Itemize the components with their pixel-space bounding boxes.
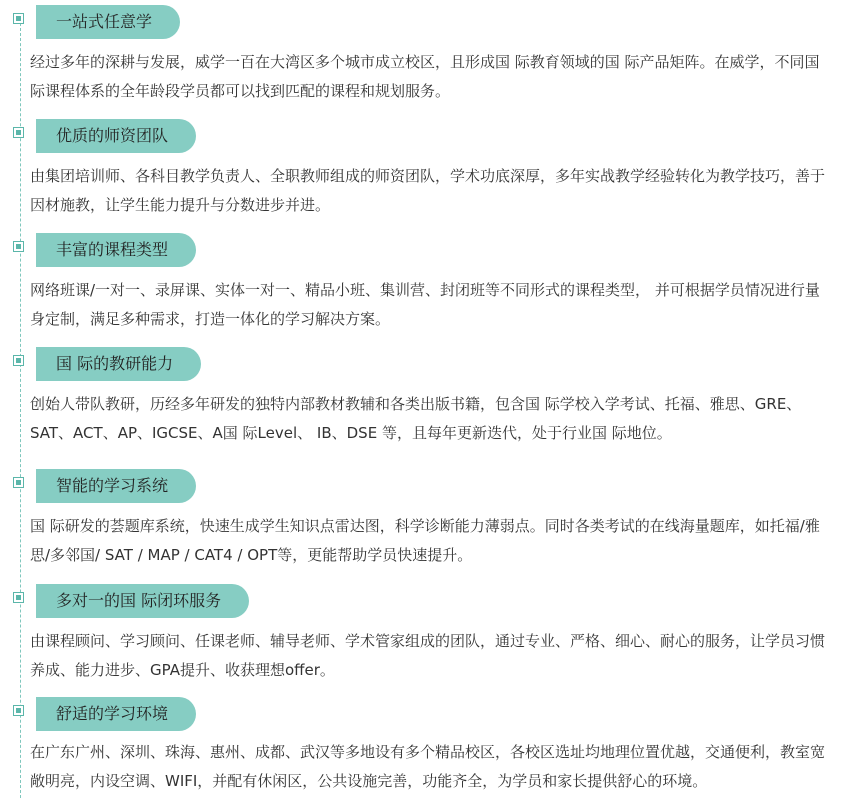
square-bullet-icon xyxy=(13,477,24,488)
section-body: 由集团培训师、各科目教学负责人、全职教师组成的师资团队，学术功底深厚，多年实战教学经验转化为教学技巧，善于因材施教，让学生能力提升与分数进步并进。 xyxy=(30,167,826,214)
square-bullet-icon xyxy=(13,13,24,24)
square-bullet-icon xyxy=(13,592,24,603)
section-body: 创始人带队教研，历经多年研发的独特内部教材教辅和各类出版书籍，包含国 际学校入学考试、托福、雅思、GRE、SAT、ACT、AP、IGCSE、A国 际Level、 IB、DSE 等，且每年更新迭代，处于行业国 际地位。 xyxy=(30,395,802,442)
section-title: 优质的师资团队 xyxy=(36,119,196,153)
section-title: 国 际的教研能力 xyxy=(36,347,201,381)
section-body: 经过多年的深耕与发展，威学一百在大湾区多个城市成立校区，且形成国 际教育领域的国 际产品矩阵。在威学，不同国 际课程体系的全年龄段学员都可以找到匹配的课程和规划服务。 xyxy=(30,53,820,100)
section-title: 智能的学习系统 xyxy=(36,469,196,503)
section-title: 多对一的国 际闭环服务 xyxy=(36,584,249,618)
section-title: 舒适的学习环境 xyxy=(36,697,196,731)
section-title: 一站式任意学 xyxy=(36,5,180,39)
square-bullet-icon xyxy=(13,241,24,252)
section-body: 由课程顾问、学习顾问、任课老师、辅导老师、学术管家组成的团队，通过专业、严格、细心、耐心的服务，让学员习惯养成、能力进步、GPA提升、收获理想offer。 xyxy=(30,632,826,679)
square-bullet-icon xyxy=(13,127,24,138)
section-body: 在广东广州、深圳、珠海、惠州、成都、武汉等多地设有多个精品校区，各校区选址均地理位置优越，交通便利，教室宽敞明亮，内设空调、WIFI，并配有休闲区，公共设施完善，功能齐全，为学员和家长提供舒心的环境。 xyxy=(30,743,826,790)
section-body: 网络班课/一对一、录屏课、实体一对一、精品小班、集训营、封闭班等不同形式的课程类型， 并可根据学员情况进行量身定制，满足多种需求，打造一体化的学习解决方案。 xyxy=(30,281,820,328)
square-bullet-icon xyxy=(13,705,24,716)
square-bullet-icon xyxy=(13,355,24,366)
section-body: 国 际研发的荟题库系统，快速生成学生知识点雷达图，科学诊断能力薄弱点。同时各类考试的在线海量题库，如托福/雅思/多邻国/ SAT / MAP / CAT4 / OPT等，更能帮助学员快速提升。 xyxy=(30,517,820,564)
section-title: 丰富的课程类型 xyxy=(36,233,196,267)
